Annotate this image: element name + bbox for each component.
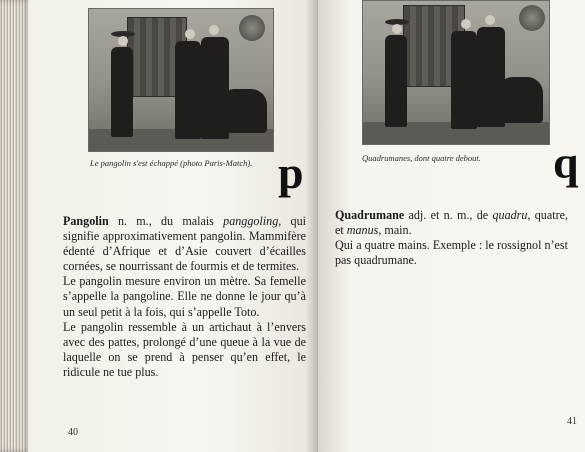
left-photo: [88, 8, 274, 152]
page-edges: [0, 0, 30, 452]
entry-quadrumane: [335, 208, 568, 268]
headword: Pangolin: [63, 214, 109, 228]
photo-figure: [175, 41, 201, 139]
page-number-right: 41: [567, 416, 577, 427]
entry-paragraph: [335, 208, 568, 238]
photo-head: [185, 29, 195, 39]
photo-crouching-figure: [497, 77, 543, 123]
photo-head: [461, 19, 471, 29]
photo-head: [118, 36, 128, 46]
right-photo-caption: Quadrumanes, dont quatre debout.: [362, 153, 481, 163]
definition-text: n. m., du malais: [108, 214, 224, 228]
etymon: panggoling: [223, 214, 279, 228]
definition-text: , quatre, et: [335, 208, 568, 238]
photo-shield: [239, 15, 265, 41]
photo-head: [485, 15, 495, 25]
photo-head: [392, 24, 402, 34]
photo-crouching-figure: [219, 89, 267, 133]
definition-text: , main.: [378, 223, 412, 238]
entry-paragraph: [63, 214, 306, 274]
right-photo: [362, 0, 550, 145]
entry-paragraph: Qui a quatre mains. Exemple : le rossignol n’est pas quadrumane.: [335, 238, 568, 268]
entry-paragraph: Le pangolin mesure environ un mètre. Sa femelle s’appelle la pangoline. Elle ne donne le jour qu’à un seul petit à la fois, qui s’appelle Toto.: [63, 274, 306, 319]
photo-figure: [451, 31, 477, 129]
photo-figure: [111, 47, 133, 137]
entry-paragraph: Le pangolin ressemble à un artichaut à l’envers avec des pattes, prolongé d’une queue à la vue de laquelle on se prend à penser qu’en effet, le ridicule ne tue plus.: [63, 319, 306, 379]
etymon: quadru: [492, 208, 528, 222]
section-letter-q: q: [553, 137, 579, 188]
section-letter-p: p: [278, 147, 304, 198]
definition-text: , qui signifie approximativement pangolin. Mammifère édenté d’Afrique et d’Asie couvert d’écailles cornées, se nourrissant de fourmis et de termites.: [63, 214, 306, 274]
entry-pangolin: [63, 214, 306, 380]
headword: Quadrumane: [335, 208, 405, 222]
definition-text: adj. et n. m., de: [404, 208, 493, 222]
page-number-left: 40: [68, 427, 78, 438]
left-photo-caption: Le pangolin s'est échappé (photo Paris-Match).: [90, 158, 253, 168]
etymon: manus: [346, 223, 379, 238]
photo-figure: [385, 35, 407, 127]
photo-head: [209, 25, 219, 35]
photo-shield: [519, 5, 545, 31]
